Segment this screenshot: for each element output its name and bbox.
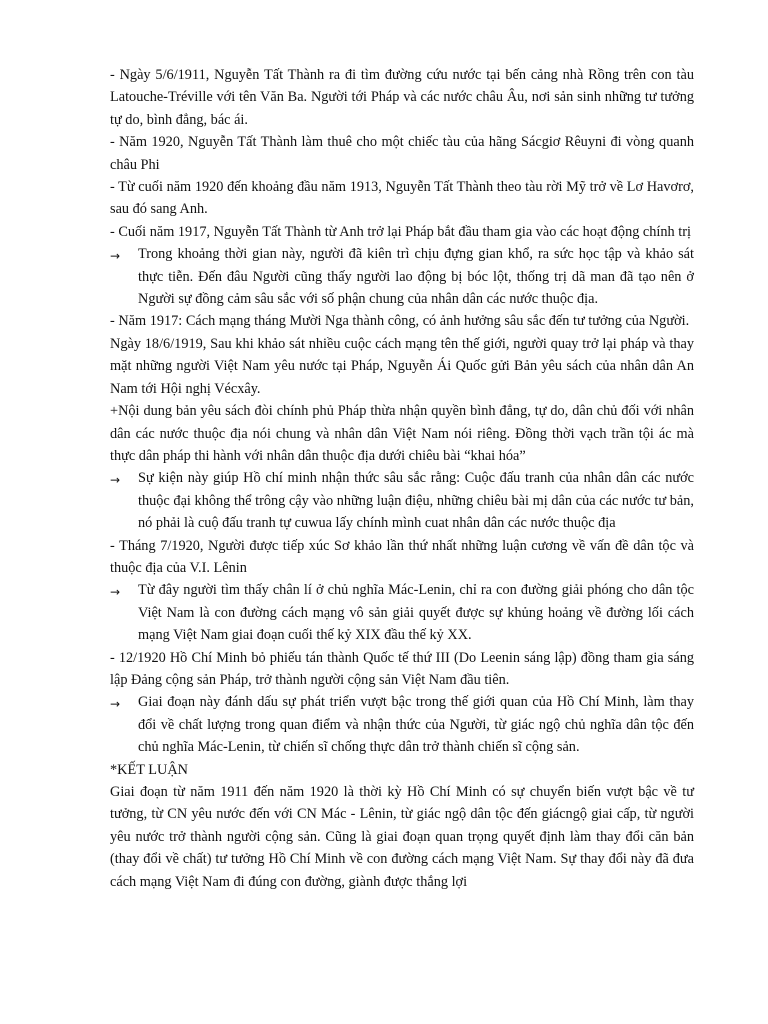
paragraph-return-le-havre: - Từ cuối năm 1920 đến khoảng đầu năm 1913, Nguyễn Tất Thành theo tàu rời Mỹ trở về Lơ Havơrơ, sau đó sang Anh. xyxy=(110,179,694,218)
arrow-item-awareness xyxy=(110,467,694,534)
arrow-icon: → xyxy=(110,585,121,600)
arrow-item-hardship xyxy=(110,243,694,310)
arrow-icon: → xyxy=(110,697,121,712)
conclusion-paragraph: Giai đoạn từ năm 1911 đến năm 1920 là thời kỳ Hồ Chí Minh có sự chuyển biến vượt bậc về tư tưởng, từ CN yêu nước đến với CN Mác - Lênin, từ giác ngộ dân tộc đến giácngộ giai cấp, từ người yêu nước trở thành người cộng sản. Cũng là giai đoạn quan trọng quyết định làm thay đổi căn bản (thay đổi về chất) tư tưởng Hồ Chí Minh về con đường cách mạng Việt Nam. Sự thay đổi này đã đưa cách mạng Việt Nam đi đúng con đường, giành được thắng lợi xyxy=(110,784,694,890)
paragraph-october-revolution: - Năm 1917: Cách mạng tháng Mười Nga thành công, có ảnh hưởng sâu sắc đến tư tưởng của Người. xyxy=(110,313,690,330)
arrow-item-text: Trong khoảng thời gian này, người đã kiên trì chịu đựng gian khổ, ra sức học tập và khảo sát thực tiễn. Đến đâu Người cũng thấy người lao động bị bóc lột, thống trị dã man đã tạo nên ở Người sự đồng cảm sâu sắc với số phận chung của nhân dân các nước thuộc địa. xyxy=(138,246,694,308)
paragraph-1911-departure: - Ngày 5/6/1911, Nguyễn Tất Thành ra đi tìm đường cứu nước tại bến cảng nhà Rồng trên con tàu Latouche-Tréville với tên Văn Ba. Người tới Pháp và các nước châu Âu, nơi sản sinh những tư tưởng tự do, bình đẳng, bác ái. xyxy=(110,67,694,128)
arrow-item-marxism xyxy=(110,579,694,646)
arrow-item-text: Từ đây người tìm thấy chân lí ở chủ nghĩa Mác-Lenin, chỉ ra con đường giải phóng cho dân tộc Việt Nam là con đường cách mạng vô sản giải quyết được sự khủng hoảng về đường lối cách mạng Việt Nam giai đoạn cuối thế kỷ XIX đầu thế kỷ XX. xyxy=(138,582,694,644)
arrow-item-text: Giai đoạn này đánh dấu sự phát triển vượt bậc trong thế giới quan của Hồ Chí Minh, làm thay đổi về chất lượng trong quan điểm và nhận thức của Người, từ giác ngộ chủ nghĩa dân tộc đến chủ nghĩa Mác-Lenin, từ chiến sĩ chống thực dân trở thành chiến sĩ cộng sản. xyxy=(138,694,694,756)
paragraph-third-international: - 12/1920 Hồ Chí Minh bỏ phiếu tán thành Quốc tế thứ III (Do Leenin sáng lập) đồng tham gia sáng lập Đảng cộng sản Pháp, trở thành người cộng sản Việt Nam đầu tiên. xyxy=(110,649,694,688)
arrow-icon: → xyxy=(110,473,121,488)
paragraph-1917-politics: - Cuối năm 1917, Nguyễn Tất Thành từ Anh trở lại Pháp bắt đầu tham gia vào các hoạt động chính trị xyxy=(110,223,691,240)
arrow-item-text: Sự kiện này giúp Hồ chí minh nhận thức sâu sắc rằng: Cuộc đấu tranh của nhân dân các nước thuộc đại không thể trông cậy vào những luận điệu, những chiêu bài mị dân của các nước tư bản, nó phải là cuộ đấu tranh tự cuwua lấy chính mình cuat nhân dân các nước thuộc địa xyxy=(138,470,694,532)
conclusion-heading: *KẾT LUẬN xyxy=(110,761,188,778)
document-page xyxy=(110,64,694,893)
paragraph-versailles-petition: Ngày 18/6/1919, Sau khi khảo sát nhiều cuộc cách mạng tên thế giới, người quay trở lại pháp và thay mặt những người Việt Nam yêu nước tại Pháp, Nguyễn Ái Quốc gửi Bản yêu sách của nhân dân An Nam tới Hội nghị Vécxây. xyxy=(110,335,694,397)
arrow-item-worldview xyxy=(110,691,694,758)
paragraph-petition-content: +Nội dung bản yêu sách đòi chính phủ Pháp thừa nhận quyền bình đẳng, tự do, dân chủ đối với nhân dân các nước thuộc địa nói chung và nhân dân Việt Nam nói riêng. Đồng thời vạch trần tội ác mà thực dân pháp thi hành với nhân dân thuộc địa dưới chiêu bài “khai hóa” xyxy=(110,403,694,464)
paragraph-lenin-theses: - Tháng 7/1920, Người được tiếp xúc Sơ khảo lần thứ nhất những luận cương về vấn đề dân tộc và thuộc địa của V.I. Lênin xyxy=(110,537,694,576)
arrow-icon: → xyxy=(110,249,121,264)
paragraph-1920-africa: - Năm 1920, Nguyễn Tất Thành làm thuê cho một chiếc tàu của hãng Sácgiơ Rêuyni đi vòng quanh châu Phi xyxy=(110,134,694,173)
